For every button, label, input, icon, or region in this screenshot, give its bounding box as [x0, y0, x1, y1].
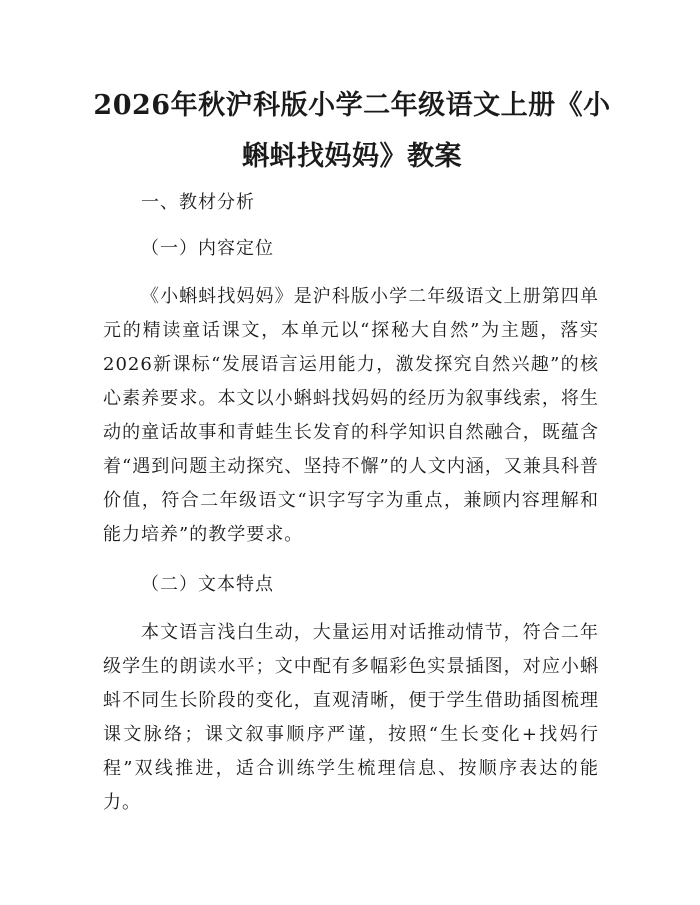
paragraph-content-positioning: 《小蝌蚪找妈妈》是沪科版小学二年级语文上册第四单元的精读童话课文，本单元以“探秘大自然”为主题，落实2026新课标“发展语言运用能力，激发探究自然兴趣”的核心素养要求。本文以小蝌蚪找妈妈的经历为叙事线索，将生动的童话故事和青蛙生长发育的科学知识自然融合，既蕴含着“遇到问题主动探究、坚持不懈”的人文内涵，又兼具科普价值，符合二年级语文“识字写字为重点，兼顾内容理解和能力培养”的教学要求。 — [103, 286, 599, 545]
subsection-heading-text-features: （二）文本特点 — [141, 574, 274, 595]
subsection-heading-content-positioning: （一）内容定位 — [141, 238, 274, 259]
document-body — [103, 186, 599, 820]
section-heading: 一、教材分析 — [141, 192, 255, 213]
document-title: 2026年秋沪科版小学二年级语文上册《小蝌蚪找妈妈》教案 — [93, 90, 611, 172]
paragraph-text-features: 本文语言浅白生动，大量运用对话推动情节，符合二年级学生的朗读水平；文中配有多幅彩色实景插图，对应小蝌蚪不同生长阶段的变化，直观清晰，便于学生借助插图梳理课文脉络；课文叙事顺序严谨，按照“生长变化+找妈行程”双线推进，适合训练学生梳理信息、按顺序表达的能力。 — [103, 622, 599, 813]
